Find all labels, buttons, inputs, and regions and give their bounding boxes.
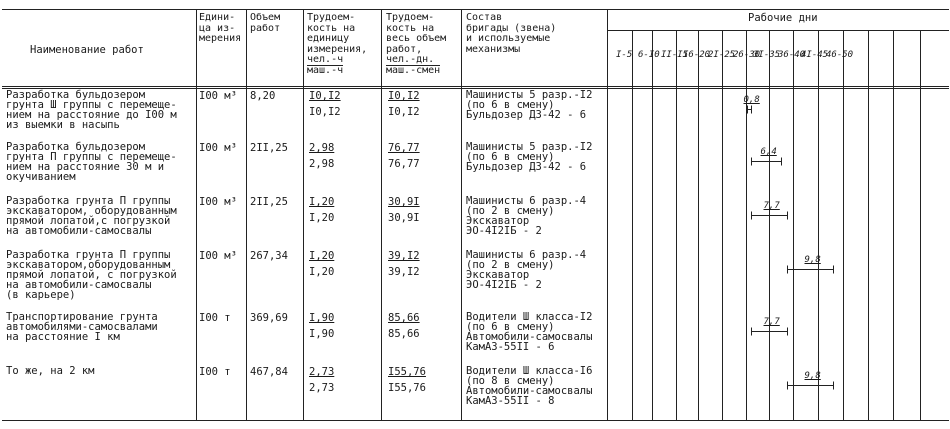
labor-unit-fraction (309, 248, 334, 280)
crew-cell: Машинисты 6 разр.-4 (по 2 в смену) Экскаватор ЭО-4I2IБ - 2 (466, 249, 587, 291)
labor-total-fraction (388, 88, 420, 120)
day-range-label: 6-I0 (638, 50, 660, 60)
labor-total-bottom: 39,I2 (388, 266, 420, 278)
labor-unit-top: 2,73 (309, 366, 335, 378)
unit-cell: I00 м³ (199, 142, 237, 154)
day-range-label: 36-40 (778, 50, 806, 60)
labor-total-top: I55,76 (388, 366, 426, 378)
header-name: Наименование работ (30, 44, 144, 56)
header-volume: Объем работ (250, 12, 281, 34)
schedule-bar-label: 6,4 (760, 147, 777, 157)
schedule-bar-label: 7,7 (763, 201, 780, 211)
volume-cell: 267,34 (250, 250, 288, 262)
labor-unit-top: I,20 (309, 196, 335, 208)
labor-total-top: 30,9I (388, 196, 420, 208)
labor-total-bottom: I55,76 (388, 382, 426, 394)
day-range-label: 2I-25 (708, 50, 736, 60)
crew-cell: Машинисты 5 разр.-I2 (по 6 в смену) Бульдозер ДЗ-42 - 6 (466, 141, 593, 173)
unit-cell: I00 т (199, 312, 231, 324)
labor-unit-bottom: I0,I2 (309, 106, 341, 118)
unit-cell: I00 м³ (199, 196, 237, 208)
labor-total-top: 39,I2 (388, 250, 420, 262)
labor-unit-bottom: 2,73 (309, 382, 335, 394)
labor-total-bottom: 76,77 (388, 158, 420, 170)
volume-cell: 8,20 (250, 90, 276, 102)
labor-unit-fraction (309, 310, 334, 342)
unit-cell: I00 м³ (199, 90, 237, 102)
labor-unit-top: I,90 (309, 312, 335, 324)
labor-unit-bottom: I,20 (309, 212, 335, 224)
crew-cell: Водители Ш класса-I2 (по 6 в смену) Автомобили-самосвалы КамАЗ-55II - 6 (466, 311, 593, 353)
labor-total-top: 76,77 (388, 142, 420, 154)
volume-cell: 2II,25 (250, 142, 288, 154)
crew-cell: Водители Ш класса-I6 (по 8 в смену) Автомобили-самосвалы КамАЗ-55II - 8 (466, 365, 593, 407)
labor-unit-bottom: I,20 (309, 266, 335, 278)
work-name: Разработка бульдозером грунта П группы с перемеще- нием на расстояние 30 м и окучиванием (6, 141, 177, 183)
labor-unit-bottom: I,90 (309, 328, 335, 340)
crew-cell: Машинисты 6 разр.-4 (по 2 в смену) Экскаватор ЭО-4I2IБ - 2 (466, 195, 587, 237)
labor-total-fraction (388, 310, 420, 342)
day-range-label: 4I-45 (801, 50, 829, 60)
volume-cell: 369,69 (250, 312, 288, 324)
schedule-bar-label: 0,8 (743, 95, 760, 105)
volume-cell: 2II,25 (250, 196, 288, 208)
header-crew: Состав бригады (звена) и используемые механизмы (466, 12, 557, 55)
labor-total-bottom: I0,I2 (388, 106, 420, 118)
labor-total-fraction (388, 140, 420, 172)
labor-unit-top: I,20 (309, 250, 335, 262)
schedule-bar-label: 9,8 (804, 371, 821, 381)
labor-unit-fraction (309, 364, 334, 396)
day-range-label: 46-50 (826, 50, 854, 60)
header-labor-unit: Трудоем- кость на единицу измерения, чел.-ч (307, 12, 368, 65)
work-name: Транспортирование грунта автомобилями-самосвалами на расстояние I км (6, 311, 158, 343)
crew-cell: Машинисты 5 разр.-I2 (по 6 в смену) Бульдозер ДЗ-42 - 6 (466, 89, 593, 121)
header-labor-unit-sub: маш.-ч (307, 65, 344, 76)
unit-cell: I00 м³ (199, 250, 237, 262)
labor-unit-top: I0,I2 (309, 90, 341, 102)
labor-total-bottom: 85,66 (388, 328, 420, 340)
day-range-label: 3I-35 (753, 50, 781, 60)
work-name: То же, на 2 км (6, 365, 95, 377)
schedule-bar-label: 7,7 (763, 317, 780, 327)
volume-cell: 467,84 (250, 366, 288, 378)
header-unit: Едини- ца из- мерения (199, 12, 242, 44)
labor-unit-top: 2,98 (309, 142, 335, 154)
labor-total-fraction (388, 248, 420, 280)
header-labor-total: Трудоем- кость на весь объем работ, чел.-дн. (386, 12, 447, 65)
labor-total-fraction (388, 364, 426, 396)
day-range-label: II-I5 (661, 50, 689, 60)
labor-unit-fraction (309, 88, 341, 120)
header-days: Рабочие дни (748, 12, 818, 24)
header-labor-total-sub: маш.-смен (386, 65, 441, 76)
labor-total-top: I0,I2 (388, 90, 420, 102)
work-name: Разработка грунта П группы экскаватором, оборудованным прямой лопатой,с погрузкой на автомобили-самосвалы (6, 195, 177, 237)
unit-cell: I00 т (199, 366, 231, 378)
work-name: Разработка бульдозером грунта Ш группы с перемеще- нием на расстояние до I00 м из выемки в насыпь (6, 89, 177, 131)
schedule-bar-label: 9,8 (804, 255, 821, 265)
labor-total-top: 85,66 (388, 312, 420, 324)
day-range-label: I6-20 (683, 50, 711, 60)
labor-total-fraction (388, 194, 420, 226)
labor-total-bottom: 30,9I (388, 212, 420, 224)
labor-unit-bottom: 2,98 (309, 158, 335, 170)
work-name: Разработка грунта П группы экскаватором,оборудованным прямой лопатой, с погрузкой на автомобили-самосвалы (в карьере) (6, 249, 177, 301)
labor-unit-fraction (309, 194, 334, 226)
day-range-label: 26-30 (733, 50, 761, 60)
labor-unit-fraction (309, 140, 334, 172)
day-range-label: I-5 (616, 50, 633, 60)
